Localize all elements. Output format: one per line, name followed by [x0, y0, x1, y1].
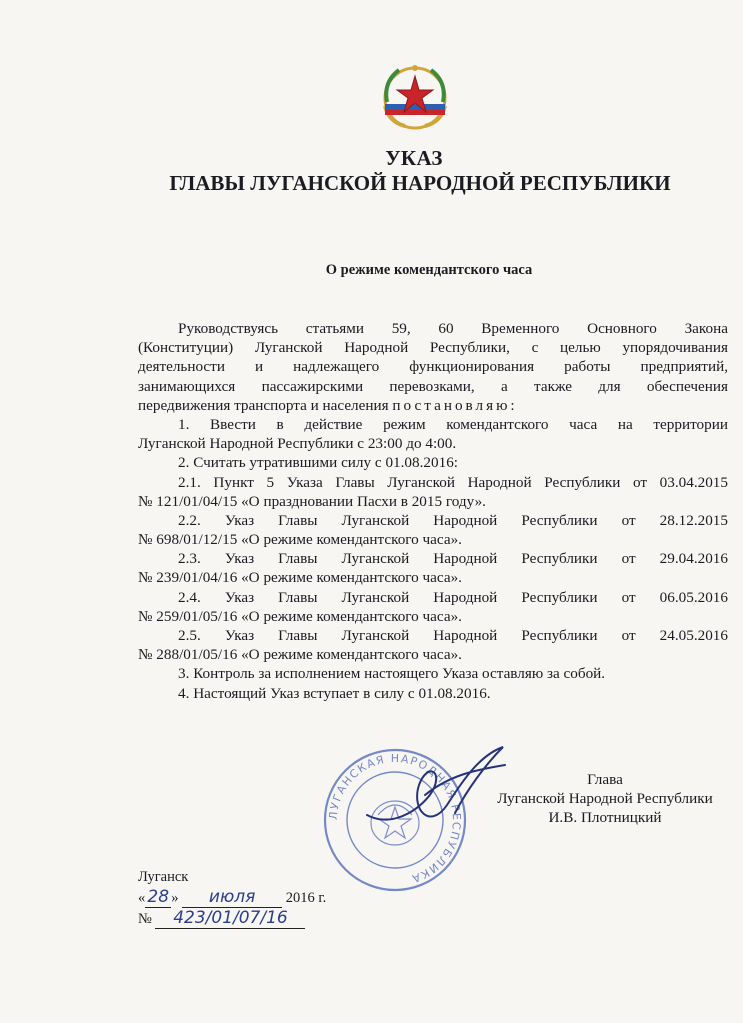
- decree-word: постановляю:: [392, 396, 518, 414]
- signatory-org: Луганской Народной Республики: [497, 790, 713, 808]
- date-month: июля: [182, 887, 282, 908]
- item-2-4-line: 2.4. Указ Главы Луганской Народной Республики от 06.05.2016: [178, 588, 728, 606]
- decree-number: [138, 908, 305, 929]
- item-4: 4. Настоящий Указ вступает в силу с 01.08.2016.: [178, 684, 491, 702]
- signatory-block: [475, 770, 735, 828]
- item-2-1-line: 2.1. Пункт 5 Указа Главы Луганской Народной Республики от 03.04.2015: [178, 473, 728, 491]
- preamble-last: передвижения транспорта и населения: [138, 396, 389, 414]
- preamble-line: деятельности и надлежащего функционирования работы предприятий,: [138, 358, 728, 376]
- date-close-quote: »: [171, 890, 179, 906]
- date-open-quote: «: [138, 890, 146, 906]
- signatory-name: И.В. Плотницкий: [548, 809, 662, 827]
- decree-issuer: ГЛАВЫ ЛУГАНСКОЙ НАРОДНОЙ РЕСПУБЛИКИ: [169, 171, 671, 195]
- preamble-line: [138, 396, 728, 415]
- item-2-2-line: 2.2. Указ Главы Луганской Народной Республики от 28.12.2015: [178, 511, 728, 529]
- item-2-5-line: № 288/01/05/16 «О режиме комендантского часа».: [138, 646, 462, 664]
- item-3: 3. Контроль за исполнением настоящего Указа оставляю за собой.: [178, 665, 606, 683]
- number-prefix: №: [138, 911, 152, 927]
- preamble-line: Руководствуясь статьями 59, 60 Временного Основного Закона: [178, 320, 728, 337]
- preamble-line: (Конституции) Луганской Народной Республики, с целью упорядочивания: [138, 339, 728, 357]
- preamble-line: занимающихся пассажирскими перевозками, а также для обеспечения: [138, 377, 728, 395]
- item-2-4-line: № 259/01/05/16 «О режиме комендантского часа».: [138, 607, 462, 625]
- item-2-3-line: 2.3. Указ Главы Луганской Народной Республики от 29.04.2016: [178, 550, 728, 568]
- item-1-line: 1. Ввести в действие режим комендантского часа на территории: [178, 415, 728, 433]
- stamp-text: ЛУГАНСКАЯ НАРОДНАЯ РЕСПУБЛИКА: [326, 751, 464, 886]
- decree-body: [138, 319, 728, 703]
- decree-date: [138, 887, 326, 908]
- place-of-signing: Луганск: [138, 869, 189, 885]
- item-2-1-line: № 121/01/04/15 «О праздновании Пасхи в 2015 году».: [138, 492, 486, 510]
- item-2: 2. Считать утратившими силу с 01.08.2016:: [178, 454, 459, 472]
- lpr-emblem-icon: [375, 62, 455, 132]
- signatory-position: Глава: [587, 771, 623, 788]
- decree-heading: УКАЗ: [385, 146, 443, 170]
- item-2-5-line: 2.5. Указ Главы Луганской Народной Республики от 24.05.2016: [178, 627, 728, 644]
- number-value: 423/01/07/16: [155, 908, 305, 929]
- date-year: 2016 г.: [285, 890, 327, 906]
- item-2-3-line: № 239/01/04/16 «О режиме комендантского часа».: [138, 569, 462, 587]
- item-2-2-line: № 698/01/12/15 «О режиме комендантского часа».: [138, 531, 462, 549]
- date-day: 28: [145, 887, 171, 908]
- item-1-line: Луганской Народной Республики с 23:00 до 4:00.: [138, 435, 457, 453]
- decree-subject: О режиме комендантского часа: [325, 262, 533, 278]
